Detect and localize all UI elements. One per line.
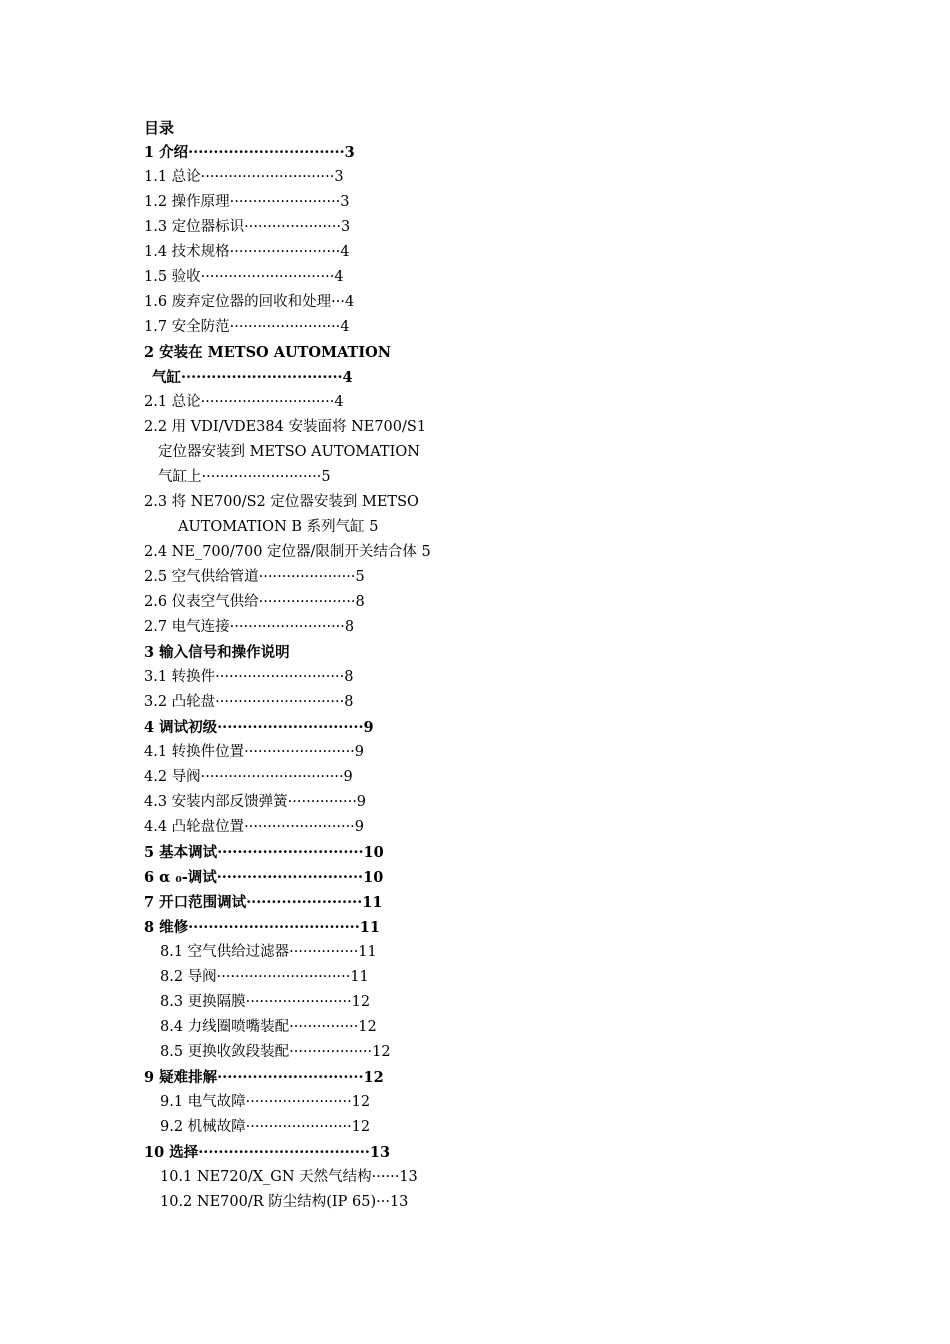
toc-entry[interactable]: 9 疑难排解·····························12 [144, 1069, 384, 1086]
toc-entry[interactable]: 1.1 总论·····························3 [144, 169, 344, 185]
toc-entry[interactable]: 3.1 转换件····························8 [144, 669, 354, 685]
toc-entry[interactable]: 气缸上··························5 [158, 469, 331, 485]
toc-entry[interactable]: 5 基本调试·····························10 [144, 844, 384, 861]
toc-entry[interactable]: 2.3 将 NE700/S2 定位器安装到 METSO [144, 494, 419, 510]
toc-entry[interactable]: 2 安装在 METSO AUTOMATION [144, 344, 392, 361]
toc-entry[interactable]: 1.4 技术规格························4 [144, 244, 350, 260]
toc-entry[interactable]: 4.2 导阀·······························9 [144, 769, 353, 785]
toc-entry[interactable]: 8.2 导阀·····························11 [160, 969, 369, 985]
toc-entry[interactable]: 6 α ₀-调试·····························10 [144, 869, 384, 886]
toc-entry[interactable]: 3.2 凸轮盘····························8 [144, 694, 354, 710]
toc-entry[interactable]: 4.3 安装内部反馈弹簧···············9 [144, 794, 367, 810]
toc-entry[interactable]: 4.4 凸轮盘位置························9 [144, 819, 365, 835]
toc-entry[interactable]: 2.6 仪表空气供给·····················8 [144, 594, 365, 610]
table-of-contents [144, 116, 664, 1215]
toc-entry[interactable]: 10.1 NE720/X_GN 天然气结构······13 [160, 1169, 418, 1185]
toc-entry[interactable]: 10.2 NE700/R 防尘结构(IP 65)···13 [160, 1194, 409, 1210]
toc-entry[interactable]: 8 维修··································11 [144, 919, 380, 936]
toc-entry[interactable]: AUTOMATION B 系列气缸 5 [178, 519, 379, 535]
toc-title: 目录 [144, 119, 175, 137]
toc-entry[interactable]: 4 调试初级·····························9 [144, 719, 374, 736]
toc-entry[interactable]: 8.4 力线圈喷嘴装配···············12 [160, 1019, 377, 1035]
toc-entry[interactable]: 2.7 电气连接·························8 [144, 619, 355, 635]
toc-entry[interactable]: 8.1 空气供给过滤器···············11 [160, 944, 377, 960]
toc-entry[interactable]: 2.1 总论·····························4 [144, 394, 344, 410]
toc-entry[interactable]: 1.2 操作原理························3 [144, 194, 350, 210]
toc-entry[interactable]: 1 介绍·······························3 [144, 144, 355, 161]
toc-entry[interactable]: 2.5 空气供给管道·····················5 [144, 569, 365, 585]
toc-entries [144, 140, 664, 1215]
toc-entry[interactable]: 8.5 更换收敛段装配··················12 [160, 1044, 391, 1060]
toc-entry[interactable]: 2.4 NE_700/700 定位器/限制开关结合体 5 [144, 544, 431, 560]
toc-entry[interactable]: 8.3 更换隔膜·······················12 [160, 994, 371, 1010]
toc-entry[interactable]: 3 输入信号和操作说明 [144, 644, 290, 661]
toc-entry[interactable]: 1.5 验收·····························4 [144, 269, 344, 285]
toc-entry[interactable]: 1.3 定位器标识·····················3 [144, 219, 351, 235]
toc-entry[interactable]: 4.1 转换件位置························9 [144, 744, 365, 760]
toc-entry[interactable]: 2.2 用 VDI/VDE384 安装面将 NE700/S1 [144, 419, 427, 435]
toc-entry[interactable]: 9.2 机械故障·······················12 [160, 1119, 371, 1135]
toc-entry[interactable]: 7 开口范围调试·······················11 [144, 894, 383, 911]
toc-entry[interactable]: 9.1 电气故障·······················12 [160, 1094, 371, 1110]
toc-entry[interactable]: 10 选择··································13 [144, 1144, 391, 1161]
toc-entry[interactable]: 气缸································4 [152, 369, 353, 386]
toc-entry[interactable]: 1.7 安全防范························4 [144, 319, 350, 335]
toc-entry[interactable]: 定位器安装到 METSO AUTOMATION [158, 444, 420, 460]
toc-entry[interactable]: 1.6 废弃定位器的回收和处理···4 [144, 294, 355, 310]
